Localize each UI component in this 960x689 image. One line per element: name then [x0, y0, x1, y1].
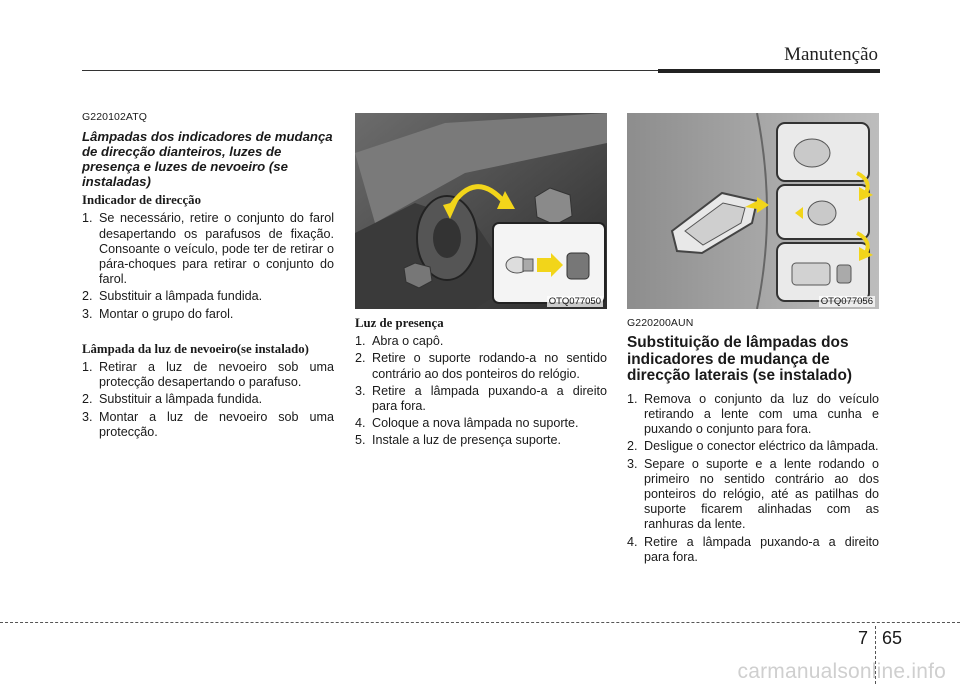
list-item: 1. Retirar a luz de nevoeiro sob uma protecção desapertando o parafuso. [82, 360, 334, 390]
watermark-link[interactable]: carmanualsonline.info [737, 660, 946, 683]
list-item: 3. Montar o grupo do farol. [82, 306, 234, 321]
subsection-heading-position-lamp: Luz de presença [355, 316, 444, 330]
section-code: G220200AUN [627, 317, 694, 329]
figure-side-repeater [627, 113, 879, 309]
figure-caption: OTQ077050 [548, 296, 601, 307]
list-item: 4. Retire a lâmpada puxando-a a direito para fora. [627, 534, 879, 564]
steps-position-lamp [355, 334, 607, 448]
column-right [627, 316, 879, 571]
list-item: 5. Instale a luz de presença suporte. [355, 433, 562, 448]
list-item: 2. Retire o suporte rodando-a no sentido contrário ao dos ponteiros do relógio. [355, 351, 607, 381]
column-middle [355, 316, 607, 455]
list-item: 2. Substituir a lâmpada fundida. [82, 289, 263, 304]
steps-indicator [82, 211, 334, 321]
section-heading-side-repeater: Substituição de lâmpadas dos indicadores de mudança de direcção laterais (se instalado) [627, 334, 852, 385]
list-item: 3. Separe o suporte e a lente rodando o primeiro no sentido contrário ao dos ponteiros do relógio, até as patilhas do suporte ficarem alinhadas com as ranhuras da lente. [627, 456, 879, 532]
footer-rule [0, 622, 960, 623]
subsection-heading-fog-lamp: Lâmpada da luz de nevoeiro(se instalado) [82, 341, 309, 356]
list-item: 2. Desligue o conector eléctrico da lâmpada. [627, 439, 879, 454]
page-header-title: Manutenção [784, 44, 878, 65]
page-number: 65 [882, 628, 903, 648]
list-item: 1. Remova o conjunto da luz do veículo retirando a lente com uma cunha e puxando o conjunto para fora. [627, 391, 879, 437]
header-accent-bar [658, 69, 880, 73]
list-item: 4. Coloque a nova lâmpada no suporte. [355, 416, 579, 431]
section-title: Lâmpadas dos indicadores de mudança de direcção dianteiros, luzes de presença e luzes de nevoeiro (se instaladas) [82, 129, 333, 190]
list-item: 1. Se necessário, retire o conjunto do farol desapertando os parafusos de fixação. Consoante o veículo, pode ter de retirar o pára-choques para retirar o conjunto do farol. [82, 211, 334, 287]
position-lamp-illustration [355, 113, 607, 309]
list-item: 1. Abra o capô. [355, 334, 444, 349]
figure-caption: OTQ077056 [820, 296, 873, 307]
steps-side-repeater [627, 392, 879, 565]
chapter-number: 7 [858, 628, 869, 648]
section-code: G220102ATQ [82, 111, 148, 123]
side-repeater-illustration [627, 113, 879, 309]
figure-position-lamp [355, 113, 607, 309]
steps-fog-lamp [82, 360, 334, 440]
list-item: 2. Substituir a lâmpada fundida. [82, 392, 263, 407]
list-item: 3. Retire a lâmpada puxando-a a direito para fora. [355, 383, 607, 414]
column-left [82, 110, 334, 446]
subsection-heading-indicator: Indicador de direcção [82, 193, 201, 208]
list-item: 3. Montar a luz de nevoeiro sob uma protecção. [82, 409, 334, 439]
